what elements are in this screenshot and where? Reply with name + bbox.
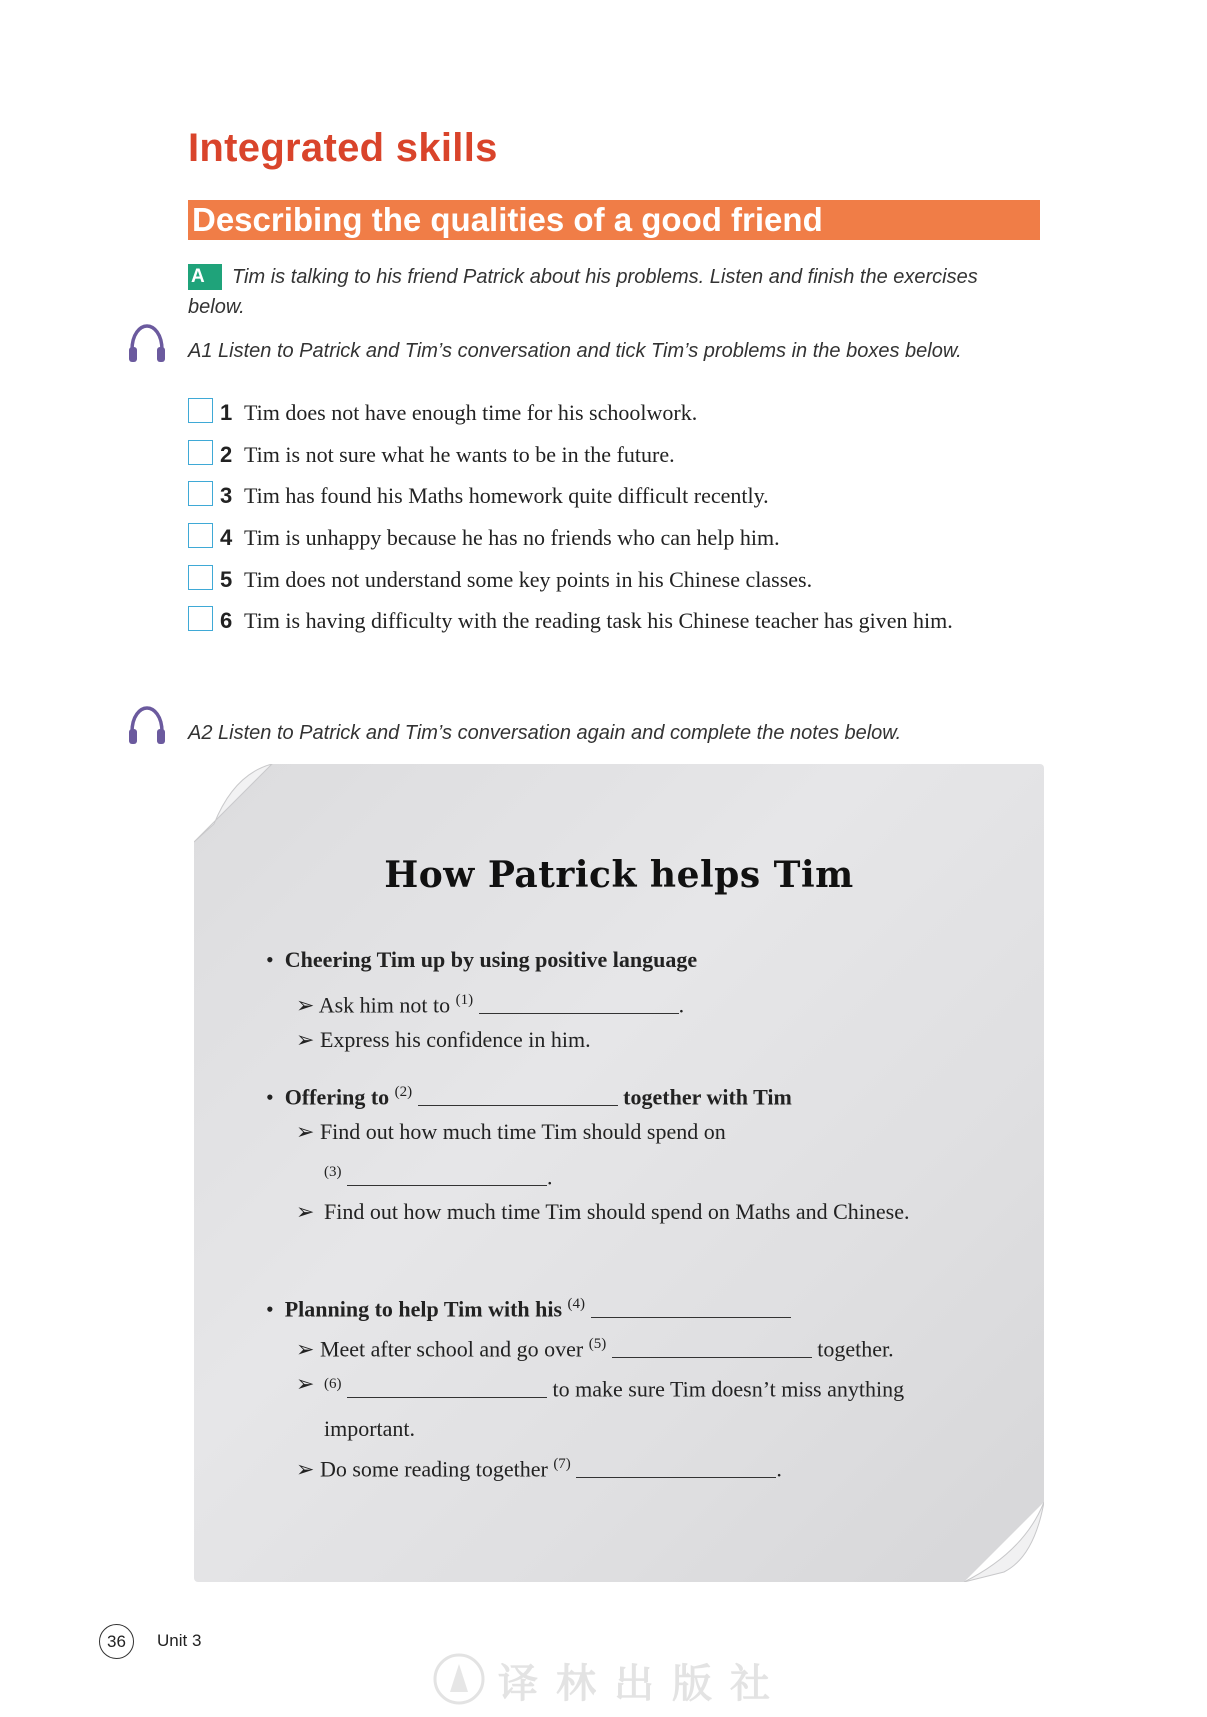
headphones-icon[interactable] [126,322,168,366]
publisher-watermark: 译林出版社 [498,1660,788,1707]
sub-item: ➢ Express his confidence in him. [296,1027,591,1052]
item-number: 3 [220,483,233,508]
page-number: 36 [99,1624,134,1659]
a1-instruction: A1 Listen to Patrick and Tim’s conversation and tick Tim’s problems in the boxes below. [188,340,962,362]
blank-7[interactable] [576,1453,776,1478]
item-number: 2 [220,442,233,467]
blank-2[interactable] [418,1081,618,1106]
blank-6[interactable] [347,1373,547,1398]
bullet-3: • Planning to help Tim with his $^{(4)}$ [266,1284,791,1329]
bullet-1: • Cheering Tim up by using positive language [266,947,698,972]
notes-paper [194,764,1044,1582]
sub-item: ➢ Find out how much time Tim should spend on Maths and Chinese. [296,1199,910,1224]
section-a-text: Tim is talking to his friend Patrick about his problems. Listen and finish the exercises below. [188,266,978,318]
tick-checkbox[interactable] [188,606,213,631]
item-text: Tim does not have enough time for his schoolwork. [244,400,698,425]
item-number: 5 [220,567,233,592]
sub-item-continued: $^{(3)}$ . [324,1152,553,1197]
a2-instruction: A2 Listen to Patrick and Tim’s conversation again and complete the notes below. [188,722,902,744]
item-number: 6 [220,608,233,633]
section-a-intro [188,262,1008,322]
tick-checkbox[interactable] [188,481,213,506]
page-curl-decoration [194,764,274,844]
sub-item: ➢ $^{(6)}$ to make sure Tim doesn’t miss anything important. [296,1371,905,1442]
item-text: Tim is having difficulty with the reading task his Chinese teacher has given him. [244,608,953,633]
tick-checkbox[interactable] [188,565,213,590]
headphones-icon[interactable] [126,704,168,748]
sub-item: ➢ Do some reading together $^{(7)}$ . [296,1444,782,1489]
sub-item: ➢ Find out how much time Tim should spend on [296,1119,726,1144]
section-a-badge: A [188,264,222,290]
page-curl-decoration [964,1502,1044,1582]
blank-3[interactable] [347,1161,547,1186]
item-text: Tim does not understand some key points in his Chinese classes. [244,567,813,592]
tick-checkbox[interactable] [188,523,213,548]
item-text: Tim is unhappy because he has no friends who can help him. [244,525,780,550]
sub-item: ➢ Meet after school and go over $^{(5)}$ together. [296,1324,894,1369]
tick-checkbox[interactable] [188,398,213,423]
blank-5[interactable] [612,1333,812,1358]
unit-label: Unit 3 [157,1631,202,1650]
section-banner [188,200,1040,240]
notes-title: How Patrick helps Tim [384,854,854,896]
item-number: 1 [220,400,233,425]
blank-1[interactable] [479,989,679,1014]
sub-item: ➢ Ask him not to $^{(1)}$ . [296,980,684,1025]
publisher-logo-icon [432,1652,486,1706]
item-text: Tim is not sure what he wants to be in the future. [244,442,675,467]
blank-4[interactable] [591,1293,791,1318]
page-title: Integrated skills [188,126,498,170]
item-text: Tim has found his Maths homework quite difficult recently. [244,483,769,508]
bullet-2: • Offering to $^{(2)}$ together with Tim [266,1072,792,1117]
item-number: 4 [220,525,233,550]
banner-text: Describing the qualities of a good friend [192,201,823,238]
tick-checkbox[interactable] [188,440,213,465]
